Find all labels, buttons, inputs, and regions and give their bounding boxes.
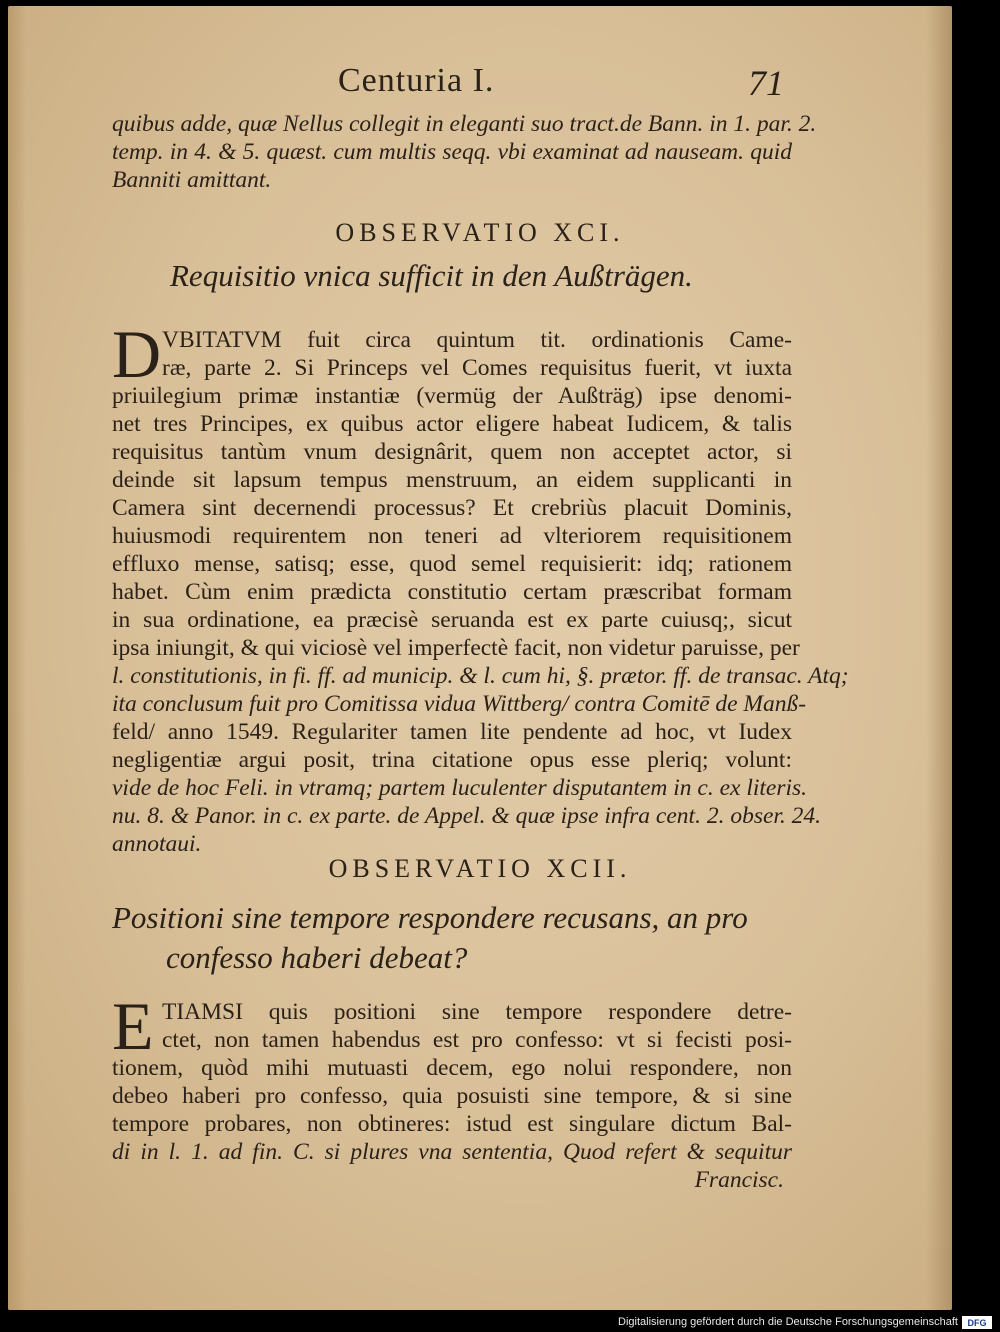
body-line: l. constitutionis, in fi. ff. ad municip. & l. cum hi, §. prætor. ff. de transac. Atq; <box>112 663 849 689</box>
intro-line: temp. in 4. & 5. quæst. cum multis seqq. vbi examinat ad nauseam. quid <box>112 139 792 165</box>
body-line: requisitus tantùm vnum designârit, quem non acceptet actor, si <box>112 439 792 465</box>
body-line: debeo haberi pro confesso, quia posuisti sine tempore, & si sine <box>112 1083 792 1109</box>
footer-bar <box>0 1312 1000 1332</box>
running-head-title: Centuria I. <box>338 62 495 99</box>
dfg-logo: DFG <box>962 1316 992 1329</box>
body-line: in sua ordinatione, ea præcisè seruanda est ex parte cuiusq;, sicut <box>112 607 792 633</box>
body-line: feld/ anno 1549. Regulariter tamen lite pendente ad hoc, vt Iudex <box>112 719 792 745</box>
drop-cap-d: D <box>112 316 162 392</box>
body-line: huiusmodi requirentem non teneri ad vlteriorem requisitionem <box>112 523 792 549</box>
observatio-92-subtitle-line2: confesso haberi debeat? <box>166 940 468 975</box>
catchword: Francisc. <box>694 1167 784 1193</box>
observatio-91-subtitle: Requisitio vnica sufficit in den Außträgen. <box>170 258 693 293</box>
drop-cap-e: E <box>112 988 154 1064</box>
book-page <box>8 6 952 1310</box>
body-line: vide de hoc Feli. in vtramq; partem luculenter disputantem in c. ex literis. <box>112 775 808 801</box>
body-line: ipsa iniungit, & qui viciosè vel imperfectè facit, non videtur paruisse, per <box>112 635 800 661</box>
body-line: negligentiæ argui posit, trina citatione opus esse pleriq; volunt: <box>112 747 792 773</box>
body-line: tempore probares, non obtineres: istud est singulare dictum Bal- <box>112 1111 792 1137</box>
intro-line: quibus adde, quæ Nellus collegit in eleganti suo tract.de Bann. in 1. par. 2. <box>112 111 817 137</box>
body-line: VBITATVM fuit circa quintum tit. ordinationis Came- <box>162 327 792 353</box>
body-line: priuilegium primæ instantiæ (vermüg der Außträg) ipse denomi- <box>112 383 792 409</box>
body-line: effluxo mense, satisq; esse, quod semel requisierit: idq; rationem <box>112 551 792 577</box>
body-line: TIAMSI quis positioni sine tempore respondere detre- <box>162 999 792 1025</box>
body-line: ctet, non tamen habendus est pro confesso: vt si fecisti posi- <box>162 1027 792 1053</box>
observatio-91-title: OBSERVATIO XCI. <box>335 218 625 247</box>
body-line: tionem, quòd mihi mutuasti decem, ego nolui respondere, non <box>112 1055 792 1081</box>
body-line: habet. Cùm enim prædicta constitutio certam præscribat formam <box>112 579 792 605</box>
observatio-92-subtitle-line1: Positioni sine tempore respondere recusans, an pro <box>112 900 748 935</box>
body-line: ræ, parte 2. Si Princeps vel Comes requisitus fuerit, vt iuxta <box>162 355 792 381</box>
body-line: Camera sint decernendi processus? Et crebriùs placuit Dominis, <box>112 495 792 521</box>
body-line: di in l. 1. ad fin. C. si plures vna sententia, Quod refert & sequitur <box>112 1139 792 1165</box>
body-line: annotaui. <box>112 831 202 857</box>
body-line: deinde sit lapsum tempus menstruum, an eidem supplicanti in <box>112 467 792 493</box>
observatio-92-title: OBSERVATIO XCII. <box>328 854 632 883</box>
dfg-credit: Digitalisierung gefördert durch die Deutsche Forschungsgemeinschaft <box>618 1316 958 1328</box>
page-edge-right <box>926 6 952 1310</box>
running-head <box>8 62 952 104</box>
body-line: ita conclusum fuit pro Comitissa vidua Wittberg/ contra Comitē de Manß- <box>112 691 807 717</box>
body-line: net tres Principes, ex quibus actor eligere habeat Iudicem, & talis <box>112 411 792 437</box>
page-number: 71 <box>748 63 784 103</box>
body-line: nu. 8. & Panor. in c. ex parte. de Appel. & quæ ipse infra cent. 2. obser. 24. <box>112 803 822 829</box>
intro-line: Banniti amittant. <box>112 167 272 193</box>
page-edge-left <box>8 6 26 1310</box>
